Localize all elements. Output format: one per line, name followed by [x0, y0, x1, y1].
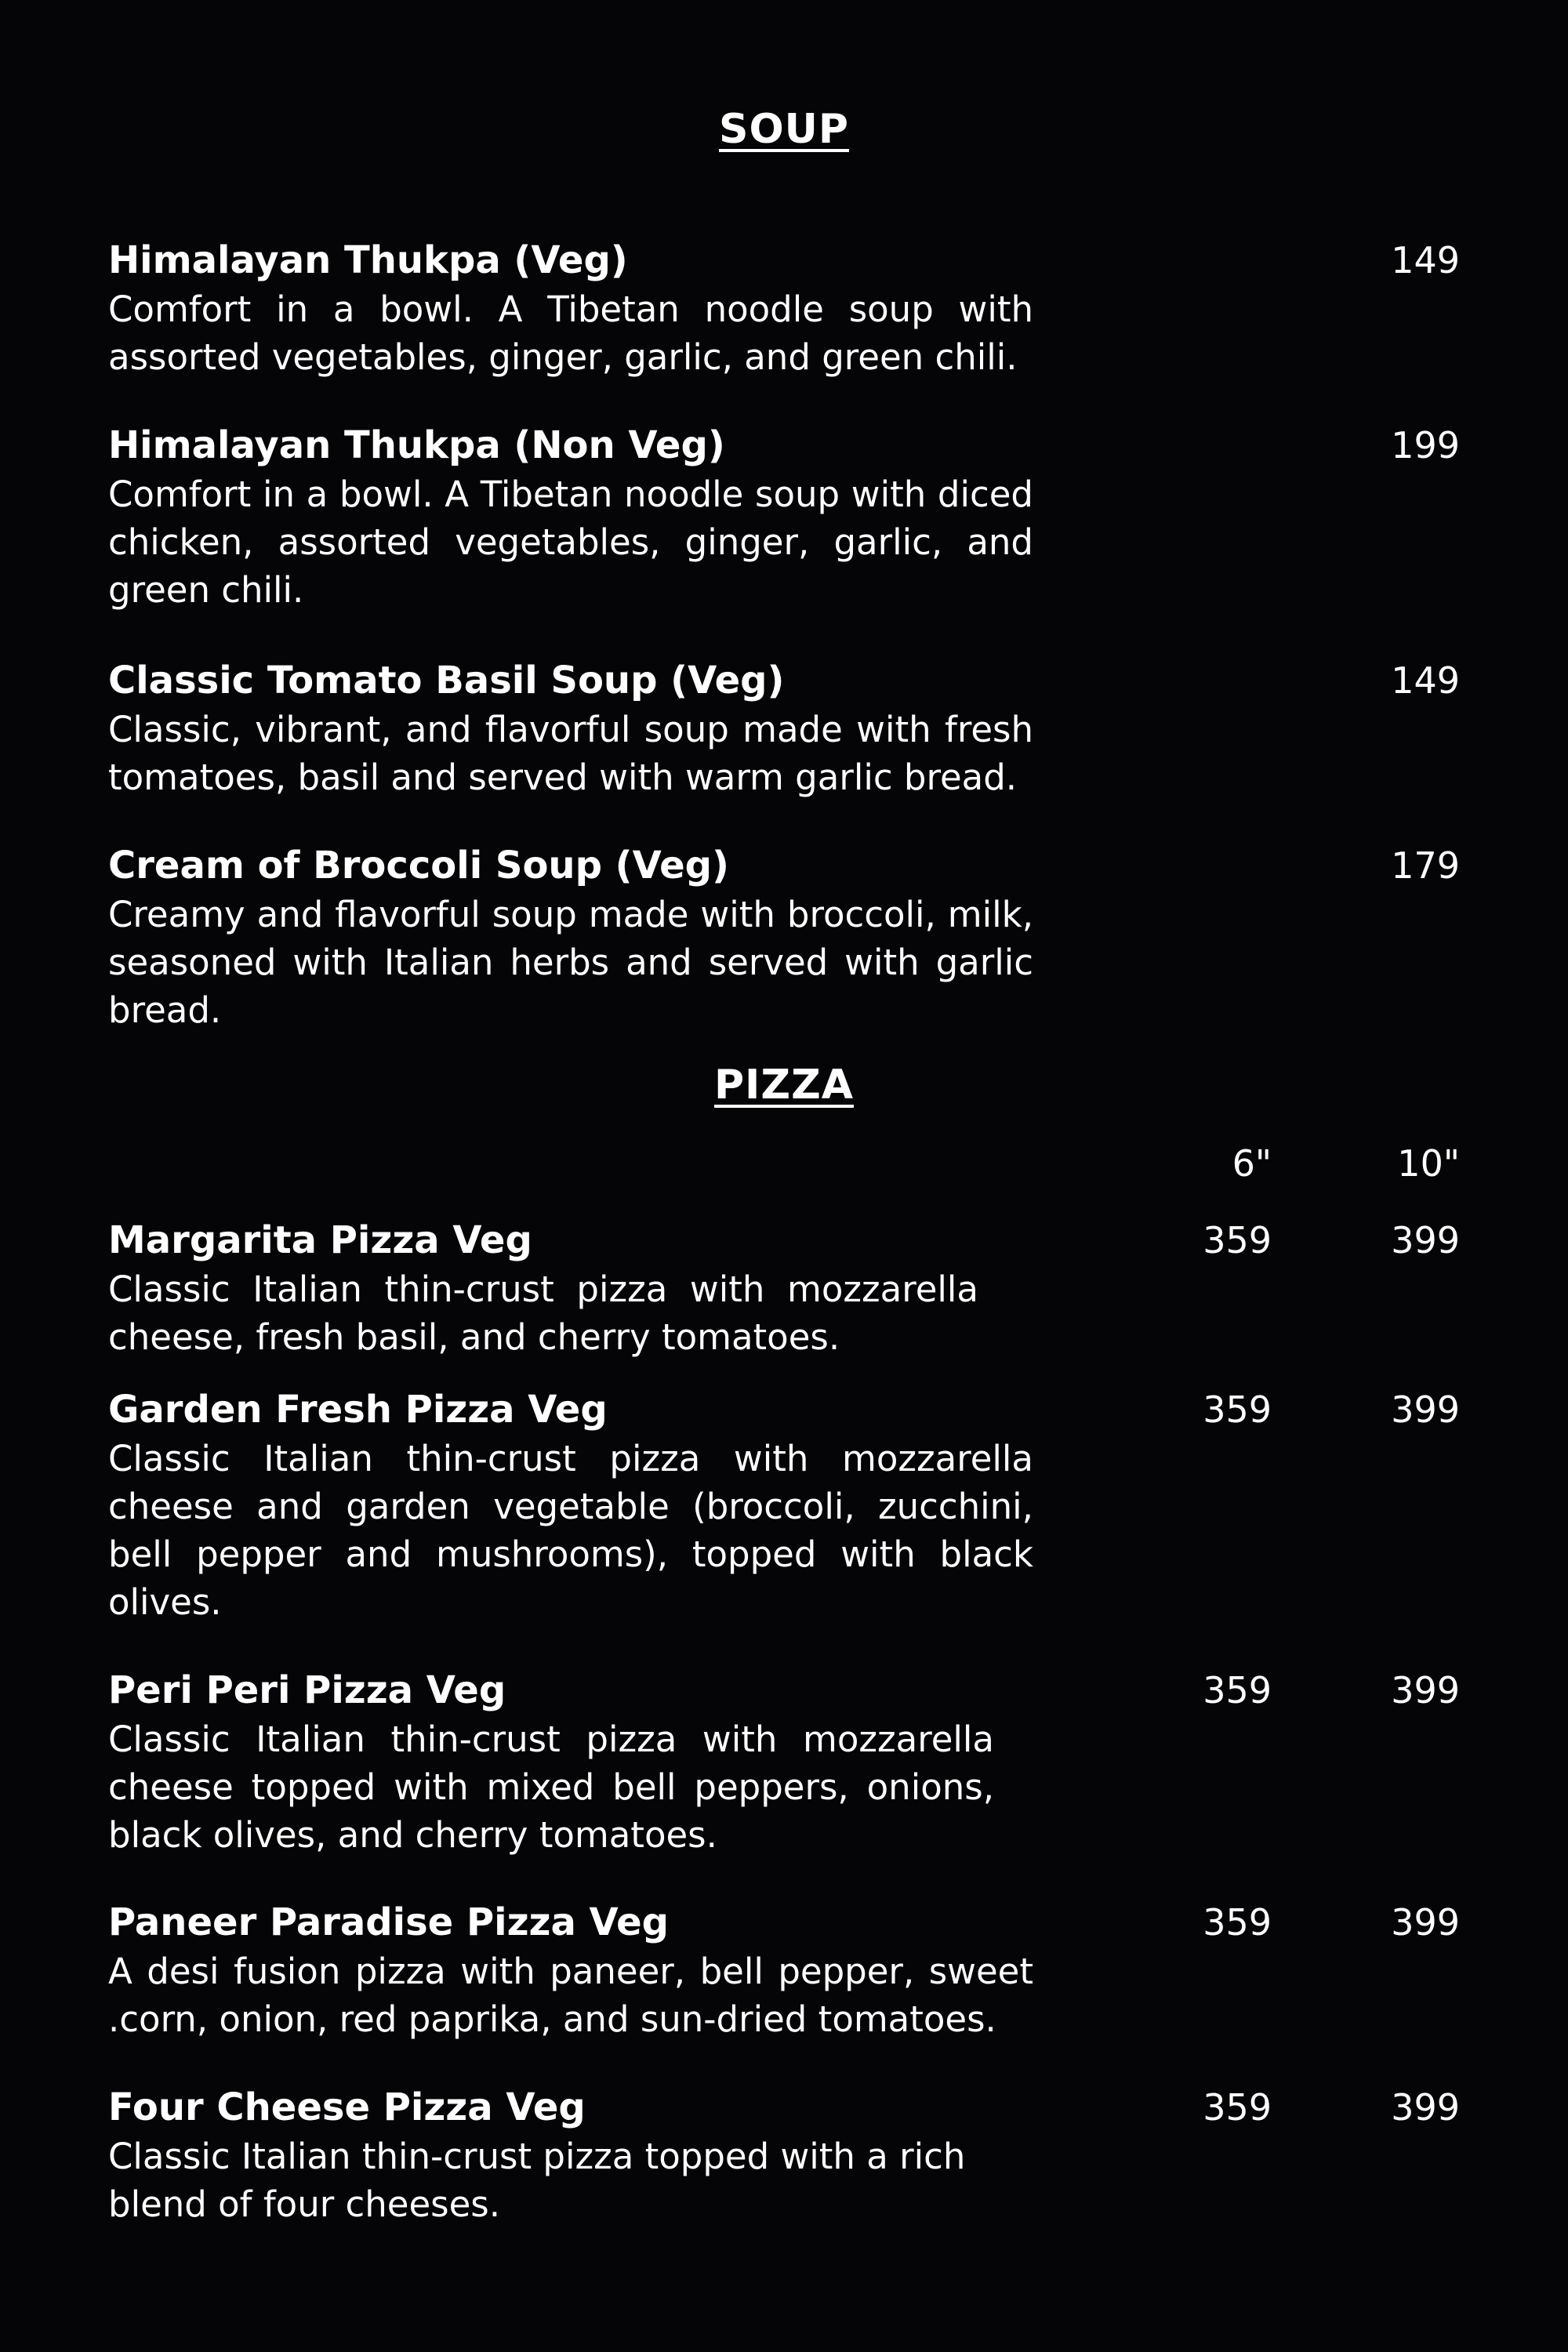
size-header-small: 6"	[1232, 1142, 1272, 1185]
menu-item-soup-2	[108, 420, 1033, 614]
item-price-small: 359	[1203, 2086, 1272, 2129]
item-description: A desi fusion pizza with paneer, bell pepper, sweet .corn, onion, red paprika, and sun-dried tomatoes.	[108, 1951, 1033, 2040]
item-name: Paneer Paradise Pizza Veg	[108, 1900, 669, 1944]
soup-section-title: SOUP	[719, 106, 849, 153]
item-price: 149	[1391, 239, 1460, 281]
item-name: Himalayan Thukpa (Veg)	[108, 238, 628, 282]
menu-item-soup-4	[108, 840, 1033, 1034]
item-description: Classic Italian thin-crust pizza topped with a rich blend of four cheeses.	[108, 2136, 966, 2225]
item-description: Comfort in a bowl. A Tibetan noodle soup with assorted vegetables, ginger, garlic, and green chili.	[108, 289, 1033, 378]
menu-item-soup-3	[108, 655, 1033, 801]
item-price: 149	[1391, 659, 1460, 702]
item-description: Creamy and flavorful soup made with broccoli, milk, seasoned with Italian herbs and served with garlic bread.	[108, 894, 1033, 1031]
item-name: Margarita Pizza Veg	[108, 1218, 532, 1262]
menu-item-soup-1	[108, 235, 1033, 381]
item-price: 179	[1391, 844, 1460, 887]
menu-item-pizza-3	[108, 1665, 1033, 1859]
item-price-small: 359	[1203, 1388, 1272, 1431]
item-description: Classic Italian thin-crust pizza with mozzarella cheese, fresh basil, and cherry tomatoes.	[108, 1269, 978, 1358]
item-price-large: 399	[1391, 1669, 1460, 1711]
item-name: Himalayan Thukpa (Non Veg)	[108, 423, 725, 467]
item-price-small: 359	[1203, 1219, 1272, 1261]
menu-item-pizza-4	[108, 1897, 1033, 2043]
item-description: Comfort in a bowl. A Tibetan noodle soup with diced chicken, assorted vegetables, ginger, garlic, and green chili.	[108, 474, 1033, 611]
menu-item-pizza-5	[108, 2082, 1033, 2228]
item-price-large: 399	[1391, 1901, 1460, 1944]
item-description: Classic, vibrant, and flavorful soup made with fresh tomatoes, basil and served with warm garlic bread.	[108, 709, 1033, 798]
item-name: Peri Peri Pizza Veg	[108, 1668, 506, 1712]
item-price-small: 359	[1203, 1901, 1272, 1944]
item-price-small: 359	[1203, 1669, 1272, 1711]
item-name: Cream of Broccoli Soup (Veg)	[108, 844, 729, 887]
menu-item-pizza-2	[108, 1385, 1033, 1626]
item-description: Classic Italian thin-crust pizza with mozzarella cheese topped with mixed bell peppers, onions, black olives, and cherry tomatoes.	[108, 1719, 994, 1856]
item-price-large: 399	[1391, 1388, 1460, 1431]
menu-item-pizza-1	[108, 1215, 1033, 1361]
item-name: Garden Fresh Pizza Veg	[108, 1388, 608, 1432]
item-price-large: 399	[1391, 1219, 1460, 1261]
item-name: Four Cheese Pizza Veg	[108, 2085, 586, 2129]
item-price: 199	[1391, 424, 1460, 466]
size-header-large: 10"	[1397, 1142, 1460, 1185]
item-price-large: 399	[1391, 2086, 1460, 2129]
item-name: Classic Tomato Basil Soup (Veg)	[108, 659, 785, 702]
pizza-section-title: PIZZA	[713, 1062, 855, 1109]
item-description: Classic Italian thin-crust pizza with mozzarella cheese and garden vegetable (broccoli, zucchini, bell pepper and mushrooms), topped with black olives.	[108, 1438, 1033, 1623]
